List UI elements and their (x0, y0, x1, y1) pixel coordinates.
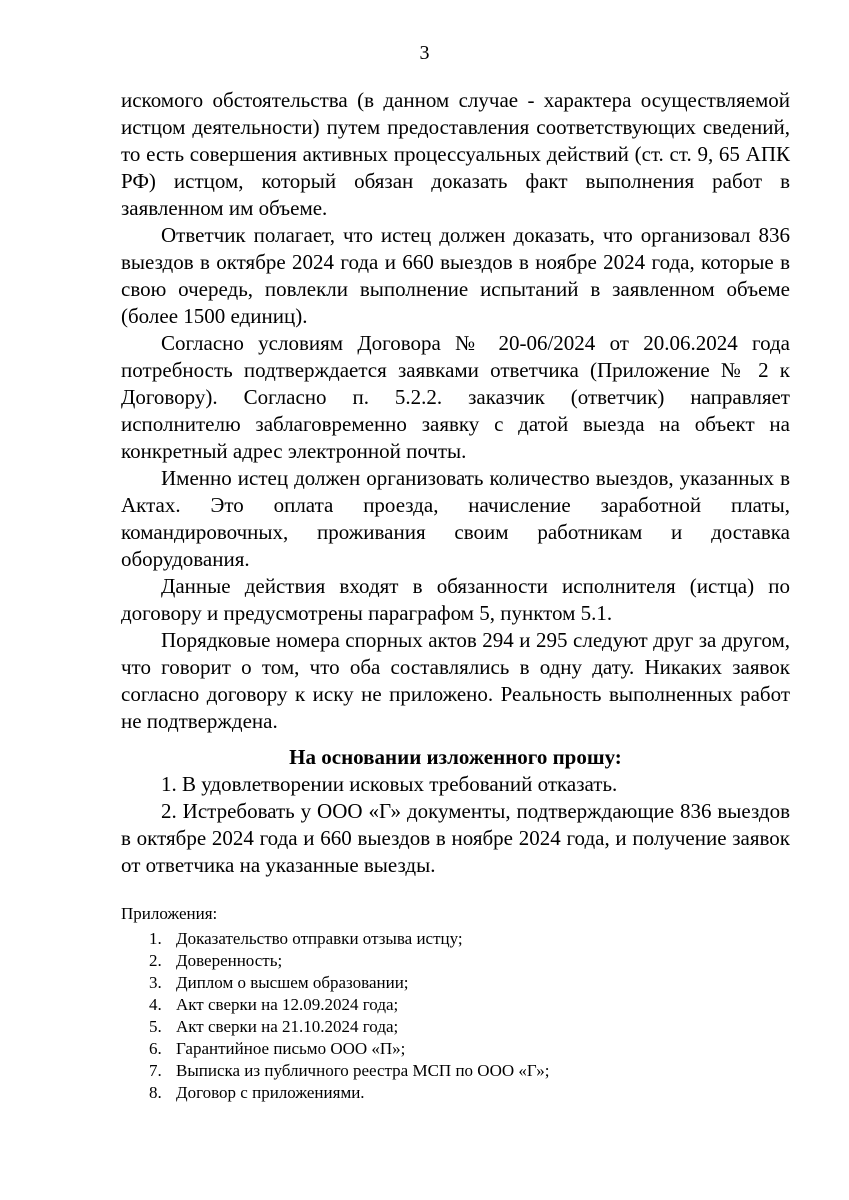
attachment-item-text: Диплом о высшем образовании; (176, 973, 409, 992)
body-paragraph: Порядковые номера спорных актов 294 и 295 следуют друг за другом, что говорит о том, что оба составлялись в одну дату. Никаких заявок согласно договору к иску не приложено. Реальность выполненных работ не подтверждена. (121, 628, 790, 733)
petition-item (121, 798, 790, 879)
attachment-item-text: Доказательство отправки отзыва истцу; (176, 929, 463, 948)
petition-heading: На основании изложенного прошу: (289, 745, 622, 769)
attachment-item-text: Акт сверки на 21.10.2024 года; (176, 1017, 399, 1036)
attachment-item-text: Гарантийное письмо ООО «П»; (176, 1039, 406, 1058)
attachment-item (149, 972, 790, 994)
attachment-item-number: 6. (149, 1039, 162, 1058)
attachments-section (121, 903, 790, 1104)
attachment-item (149, 1082, 790, 1104)
attachment-item-number: 5. (149, 1017, 162, 1036)
attachment-item (149, 994, 790, 1016)
attachments-label: Приложения: (121, 904, 218, 923)
document-content (121, 87, 790, 1104)
attachment-item (149, 1038, 790, 1060)
attachment-item-text: Акт сверки на 12.09.2024 года; (176, 995, 399, 1014)
petition-item-text: В удовлетворении исковых требований отказать. (182, 772, 618, 796)
body-paragraph: Именно истец должен организовать количество выездов, указанных в Актах. Это оплата проезда, начисление заработной платы, командировочных, проживания своим работникам и доставка оборудования. (121, 466, 790, 571)
attachment-item-text: Выписка из публичного реестра МСП по ООО «Г»; (176, 1061, 550, 1080)
attachment-item (149, 1016, 790, 1038)
attachment-item-number: 2. (149, 951, 162, 970)
page-number: 3 (419, 42, 430, 64)
petition-item-text: Истребовать у ООО «Г» документы, подтверждающие 836 выездов в октябре 2024 года и 660 выездов в ноябре 2024 года, и получение заявок от ответчика на указанные выезды. (121, 799, 790, 877)
attachment-item-text: Доверенность; (176, 951, 283, 970)
petition-item-number: 2. (161, 799, 177, 823)
attachment-item (149, 1060, 790, 1082)
body-paragraph: искомого обстоятельства (в данном случае - характера осуществляемой истцом деятельности) путем предоставления соответствующих сведений, то есть совершения активных процессуальных действий (ст. ст. 9, 65 АПК РФ) истцом, который обязан доказать факт выполнения работ в заявленном им объеме. (121, 88, 790, 220)
attachment-item-number: 8. (149, 1083, 162, 1102)
body-paragraph: Данные действия входят в обязанности исполнителя (истца) по договору и предусмотрены параграфом 5, пунктом 5.1. (121, 574, 790, 625)
attachment-item-number: 1. (149, 929, 162, 948)
body-paragraph: Ответчик полагает, что истец должен доказать, что организовал 836 выездов в октябре 2024 года и 660 выездов в ноябре 2024 года, которые в свою очередь, повлекли выполнение испытаний в заявленном объеме (более 1500 единиц). (121, 223, 790, 328)
petition-item-number: 1. (161, 772, 177, 796)
body-paragraph: Согласно условиям Договора № 20-06/2024 от 20.06.2024 года потребность подтверждается заявками ответчика (Приложение № 2 к Договору). Согласно п. 5.2.2. заказчик (ответчик) направляет исполнителю заблаговременно заявку с датой выезда на объект на конкретный адрес электронной почты. (121, 331, 790, 463)
attachment-item-number: 4. (149, 995, 162, 1014)
attachment-item (149, 928, 790, 950)
petition-item (121, 771, 790, 798)
attachment-item-number: 3. (149, 973, 162, 992)
attachment-item (149, 950, 790, 972)
attachment-item-number: 7. (149, 1061, 162, 1080)
attachment-item-text: Договор с приложениями. (176, 1083, 365, 1102)
